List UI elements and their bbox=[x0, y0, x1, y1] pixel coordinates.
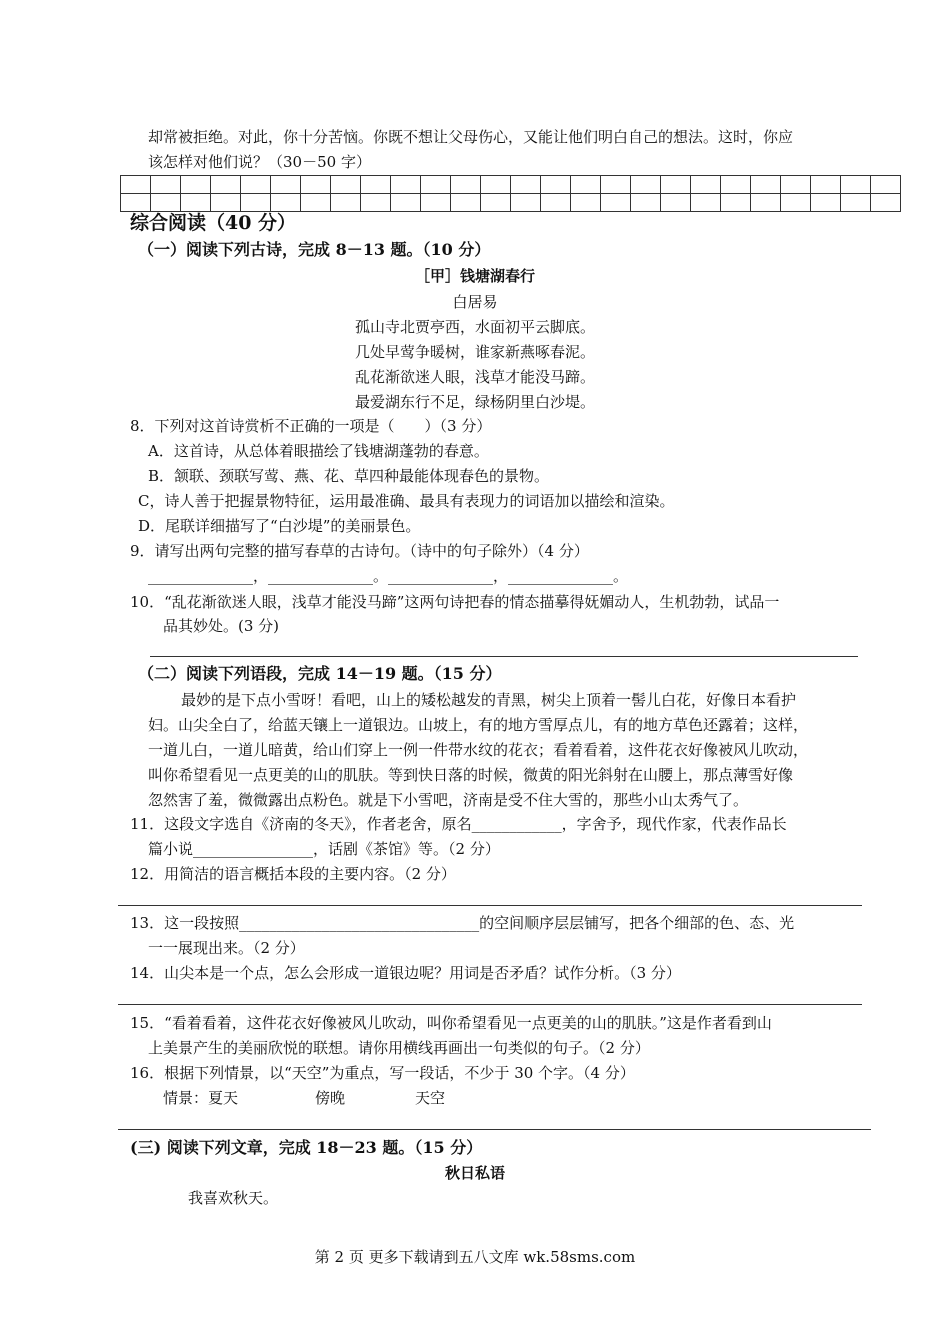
question-10-line-1: 10．“乱花渐欲迷人眼，浅草才能没马蹄”这两句诗把春的情态描摹得妩媚动人，生机勃勃，试品一 bbox=[130, 593, 780, 611]
grid-cell[interactable] bbox=[451, 176, 481, 194]
grid-cell[interactable] bbox=[151, 176, 181, 194]
grid-cell[interactable] bbox=[361, 194, 391, 212]
answer-line[interactable] bbox=[118, 905, 862, 906]
grid-cell[interactable] bbox=[841, 176, 871, 194]
grid-cell[interactable] bbox=[301, 194, 331, 212]
grid-cell[interactable] bbox=[331, 194, 361, 212]
grid-cell[interactable] bbox=[541, 194, 571, 212]
answer-grid[interactable] bbox=[120, 175, 901, 212]
question-15-line-2: 上美景产生的美丽欣悦的联想。请你用横线再画出一句类似的句子。（2 分） bbox=[148, 1039, 650, 1057]
poem-line: 孤山寺北贾亭西，水面初平云脚底。 bbox=[354, 318, 595, 336]
q8-option-b: B．颔联、颈联写莺、燕、花、草四种最能体现春色的景物。 bbox=[148, 467, 550, 485]
grid-cell[interactable] bbox=[691, 194, 721, 212]
passage-line: 叫你希望看见一点更美的山的肌肤。等到快日落的时候，微黄的阳光斜射在山腰上，那点薄雪好像 bbox=[148, 766, 794, 784]
poem-line: 最爱湖东行不足，绿杨阴里白沙堤。 bbox=[354, 393, 595, 411]
q8-option-a: A．这首诗，从总体着眼描绘了钱塘湖蓬勃的春意。 bbox=[148, 442, 489, 460]
grid-cell[interactable] bbox=[721, 194, 751, 212]
grid-cell[interactable] bbox=[751, 176, 781, 194]
page-footer: 第 2 页 更多下载请到五八文库 wk.58sms.com bbox=[314, 1248, 636, 1266]
grid-cell[interactable] bbox=[211, 176, 241, 194]
answer-line[interactable] bbox=[150, 656, 858, 657]
grid-cell[interactable] bbox=[151, 194, 181, 212]
passage-line: 一道儿白，一道儿暗黄，给山们穿上一例一件带水纹的花衣；看着看着，这件花衣好像被风儿吹动， bbox=[148, 741, 809, 759]
poem-line: 几处早莺争暖树，谁家新燕啄春泥。 bbox=[354, 343, 595, 361]
grid-cell[interactable] bbox=[541, 176, 571, 194]
passage-line: 忽然害了羞，微微露出点粉色。就是下小雪吧，济南是受不住大雪的，那些小山太秀气了。 bbox=[148, 791, 749, 809]
poem-line: 乱花渐欲迷人眼，浅草才能没马蹄。 bbox=[354, 368, 595, 386]
grid-cell[interactable] bbox=[481, 194, 511, 212]
grid-cell[interactable] bbox=[451, 194, 481, 212]
question-11-line-1: 11．这段文字选自《济南的冬天》，作者老舍，原名____________，字舍予，现代作家，代表作品长 bbox=[130, 815, 787, 833]
grid-cell[interactable] bbox=[871, 176, 901, 194]
q16-scene-2: 傍晚 bbox=[315, 1089, 346, 1107]
grid-cell[interactable] bbox=[631, 194, 661, 212]
grid-cell[interactable] bbox=[751, 194, 781, 212]
grid-cell[interactable] bbox=[421, 176, 451, 194]
poem-author: 白居易 bbox=[452, 293, 498, 311]
part1-title: （一）阅读下列古诗，完成 8－13 题。（10 分） bbox=[138, 240, 491, 259]
question-14: 14．山尖本是一个点，怎么会形成一道银边呢？用词是否矛盾？试作分析。（3 分） bbox=[130, 964, 681, 982]
grid-row bbox=[121, 194, 901, 212]
grid-cell[interactable] bbox=[661, 176, 691, 194]
q8-option-c: C，诗人善于把握景物特征，运用最准确、最具有表现力的词语加以描绘和渲染。 bbox=[138, 492, 675, 510]
q16-scene-1: 情景：夏天 bbox=[163, 1089, 239, 1107]
question-11-line-2: 篇小说________________，话剧《茶馆》等。（2 分） bbox=[148, 840, 500, 858]
grid-cell[interactable] bbox=[511, 194, 541, 212]
question-12: 12．用简洁的语言概括本段的主要内容。（2 分） bbox=[130, 865, 456, 883]
question-13-line-2: 一一展现出来。（2 分） bbox=[148, 939, 305, 957]
grid-cell[interactable] bbox=[121, 194, 151, 212]
intro-line-1: 却常被拒绝。对此，你十分苦恼。你既不想让父母伤心，又能让他们明白自己的想法。这时，你应 bbox=[148, 128, 794, 146]
grid-cell[interactable] bbox=[631, 176, 661, 194]
grid-cell[interactable] bbox=[691, 176, 721, 194]
grid-cell[interactable] bbox=[211, 194, 241, 212]
question-9: 9．请写出两句完整的描写春草的古诗句。（诗中的句子除外）（4 分） bbox=[130, 542, 589, 560]
grid-cell[interactable] bbox=[781, 194, 811, 212]
grid-cell[interactable] bbox=[571, 176, 601, 194]
question-16: 16．根据下列情景，以“天空”为重点，写一段话，不少于 30 个字。（4 分） bbox=[130, 1064, 635, 1082]
question-15-line-1: 15．“看着看着，这件花衣好像被风儿吹动，叫你希望看见一点更美的山的肌肤。”这是作者看到山 bbox=[130, 1014, 772, 1032]
grid-cell[interactable] bbox=[871, 194, 901, 212]
grid-cell[interactable] bbox=[811, 194, 841, 212]
q16-scene-3: 天空 bbox=[415, 1089, 446, 1107]
grid-cell[interactable] bbox=[121, 176, 151, 194]
grid-cell[interactable] bbox=[181, 176, 211, 194]
answer-line[interactable] bbox=[118, 1129, 871, 1130]
grid-cell[interactable] bbox=[661, 194, 691, 212]
grid-cell[interactable] bbox=[421, 194, 451, 212]
grid-cell[interactable] bbox=[511, 176, 541, 194]
grid-cell[interactable] bbox=[601, 194, 631, 212]
q8-option-d: D．尾联详细描写了“白沙堤”的美丽景色。 bbox=[138, 517, 421, 535]
passage-line: 妇。山尖全白了，给蓝天镶上一道银边。山坡上，有的地方雪厚点儿，有的地方草色还露着；这样， bbox=[148, 716, 809, 734]
grid-cell[interactable] bbox=[481, 176, 511, 194]
grid-cell[interactable] bbox=[241, 194, 271, 212]
passage-line: 最妙的是下点小雪呀！看吧，山上的矮松越发的青黑，树尖上顶着一髻儿白花，好像日本看护 bbox=[181, 691, 797, 709]
part2-title: （二）阅读下列语段，完成 14－19 题。（15 分） bbox=[138, 664, 502, 683]
grid-cell[interactable] bbox=[601, 176, 631, 194]
grid-cell[interactable] bbox=[721, 176, 751, 194]
question-8: 8．下列对这首诗赏析不正确的一项是（ ）（3 分） bbox=[130, 417, 492, 435]
grid-cell[interactable] bbox=[391, 194, 421, 212]
grid-row bbox=[121, 176, 901, 194]
intro-line-2: 该怎样对他们说？（30－50 字） bbox=[148, 153, 371, 171]
grid-cell[interactable] bbox=[391, 176, 421, 194]
grid-cell[interactable] bbox=[841, 194, 871, 212]
question-13-line-1: 13．这一段按照________________________________的空间顺序层层铺写，把各个细部的色、态、光 bbox=[130, 914, 795, 932]
grid-cell[interactable] bbox=[331, 176, 361, 194]
grid-cell[interactable] bbox=[811, 176, 841, 194]
poem-title: ［甲］钱塘湖春行 bbox=[414, 267, 535, 285]
grid-cell[interactable] bbox=[271, 176, 301, 194]
grid-cell[interactable] bbox=[301, 176, 331, 194]
grid-cell[interactable] bbox=[271, 194, 301, 212]
grid-cell[interactable] bbox=[781, 176, 811, 194]
grid-cell[interactable] bbox=[241, 176, 271, 194]
section-title: 综合阅读（40 分） bbox=[130, 212, 297, 234]
article-first-line: 我喜欢秋天。 bbox=[188, 1189, 279, 1207]
grid-cell[interactable] bbox=[361, 176, 391, 194]
answer-line[interactable] bbox=[118, 1004, 862, 1005]
part3-title: (三) 阅读下列文章，完成 18－23 题。（15 分） bbox=[130, 1138, 483, 1157]
q9-answer-blanks[interactable]: ______________，______________。______________，______________。 bbox=[148, 567, 629, 585]
grid-cell[interactable] bbox=[181, 194, 211, 212]
grid-cell[interactable] bbox=[571, 194, 601, 212]
question-10-line-2: 品其妙处。(3 分) bbox=[163, 617, 280, 635]
article-title: 秋日私语 bbox=[444, 1164, 505, 1182]
